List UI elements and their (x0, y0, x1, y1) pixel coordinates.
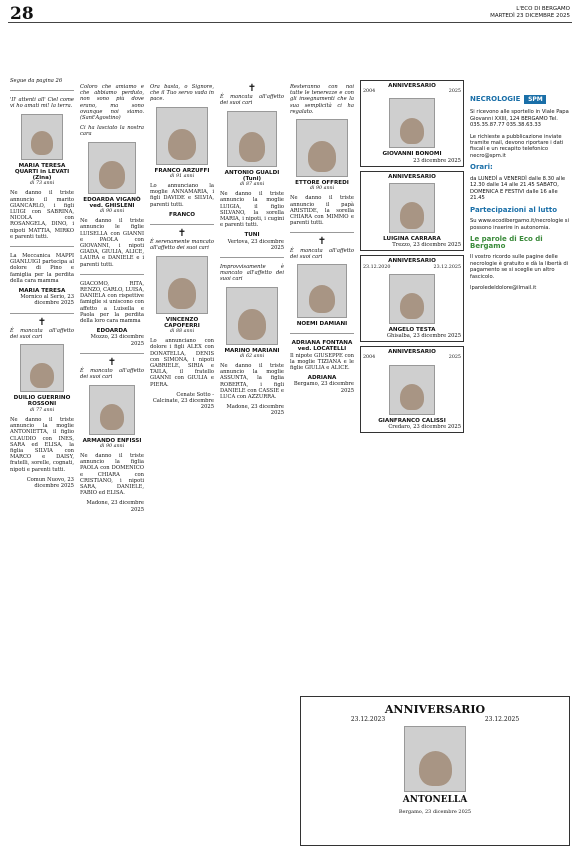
condolence-name: MARIA TERESA (18, 288, 66, 295)
deceased-name: GIANFRANCO CALISSI (378, 417, 446, 424)
deceased-name: GIOVANNI BONOMI (382, 151, 442, 158)
sidebar (470, 92, 574, 297)
place-date: Bergamo, 23 dicembre 2025 (398, 809, 472, 815)
deceased-name: ANGELO TESTA (388, 326, 436, 333)
portrait-photo (389, 365, 435, 415)
obituary-quote: 'Il' attenti all' Ciel come vi ho amati mi! la terra. (10, 97, 74, 110)
announcement: È mancata all'affetto dei suoi cari (10, 327, 74, 341)
portrait-photo (156, 256, 208, 314)
portrait-photo (389, 183, 435, 233)
deceased-name: EDOARDA VIGANÒ ved. GHISLENI (83, 196, 141, 209)
column-1 (10, 78, 74, 493)
place-date: Madone, 23 dicembre 2025 (226, 404, 284, 417)
page-header (8, 6, 572, 23)
portrait-photo (389, 98, 435, 148)
date-from: 2004 (363, 89, 376, 95)
place-date: Ghisalba, 23 dicembre 2025 (386, 333, 461, 340)
place-date: Credaro, 23 dicembre 2025 (388, 423, 461, 430)
continuation-note: Segue da pagina 26 (10, 78, 63, 84)
announcement: È serenamente mancato all'affetto dei suoi cari (150, 239, 214, 252)
place-date: Mozzo, 23 dicembre 2025 (90, 334, 144, 347)
column-5 (290, 84, 354, 398)
announcement: Improvvisamente è mancato all'affetto dei suoi cari (220, 264, 284, 283)
condolence-name: FRANCO (169, 211, 195, 218)
place-date: Cenate Sotto - Calcinate, 23 dicembre 2025 (152, 391, 214, 411)
newspaper-name: L'ECO DI BERGAMO (516, 6, 570, 12)
date-from: 23.12.2023 (350, 716, 386, 723)
deceased-age: di 90 anni (309, 186, 335, 192)
portrait-photo (404, 726, 466, 792)
anniversary-box (360, 255, 464, 342)
obituary-text: Lo annunciano con dolore i figli ALEX con DONATELLA, DENIS con SIMONA, i nipoti GABRIELE, SIRIA e TAILA, il fratello GIANNI con GIULIA e PIERA. (150, 338, 214, 388)
sidebar-text: Su www.ecodibergamo.it/necrologie si possono inserire in autonomia. (470, 218, 569, 231)
masthead (490, 6, 570, 19)
cross-icon: ✝ (37, 316, 47, 328)
column-2 (80, 84, 144, 517)
column-3 (150, 84, 214, 414)
condolence-name: TUNI (244, 232, 260, 239)
portrait-photo (297, 264, 347, 318)
portrait-photo (227, 111, 277, 167)
deceased-name: ANTONELLA (402, 795, 468, 805)
spm-logo: SPM (524, 95, 546, 104)
sidebar-heading: Partecipazioni al lutto (470, 205, 558, 214)
deceased-name: FRANCO ARZUFFI (154, 167, 210, 174)
deceased-name: VINCENZO CAPOFERRI (164, 316, 200, 329)
place-date: Madone, 23 dicembre 2025 (86, 500, 144, 513)
deceased-age: di 77 anni (29, 407, 55, 413)
place-date: Bergamo, 23 dicembre 2025 (293, 381, 354, 394)
deceased-age: di 73 anni (29, 181, 55, 187)
place-date: 23 dicembre 2025 (413, 157, 461, 164)
sidebar-heading: Le parole di Eco di Bergamo (470, 235, 543, 250)
condolence-name: EDOARDA (96, 328, 128, 335)
deceased-age: di 62 anni (239, 353, 265, 359)
date-to: 2025 (448, 355, 461, 361)
sidebar-text: Il vostro ricordo sulle pagine delle necrologie è gratuito e dà la libertà di pagamento se si sceglie un altro fascicolo. (470, 254, 569, 280)
anniversary-box (360, 171, 464, 252)
obituary-text: Ne danno il triste annuncio la moglie LUIGIA, il figlio SILVANO, la sorella MARIA, i nipoti, i cugini e parenti tutti. (220, 191, 284, 229)
portrait-photo (156, 107, 208, 165)
issue-date: MARTEDÌ 23 DICEMBRE 2025 (490, 12, 570, 19)
announcement: È mancata all'affetto dei suoi cari (220, 94, 284, 107)
date-to: 2025 (448, 89, 461, 95)
obituary-text: Lo annunciano la moglie ANNAMARIA, i figli DAVIDE e SILVIA, parenti tutti. (150, 183, 214, 208)
anniversary-title: ANNIVERSARIO (388, 349, 436, 356)
condolence-text: GIACOMO, RITA, RENZO, CARLO, LUISA, DANIELA con rispettive famiglie si uniscono con affetto a Luisella e Paola per la perdita della loro cara mamma (80, 280, 144, 325)
portrait-photo (88, 142, 136, 194)
sidebar-title: NECROLOGIE SPM (470, 95, 574, 104)
anniversary-title: ANNIVERSARIO (388, 83, 436, 89)
deceased-name: ETTORE OFFREDI (295, 180, 349, 187)
portrait-photo (296, 119, 348, 177)
announcement: È mancata all'affetto dei suoi cari (290, 247, 354, 260)
obituary-quote: Ora basta, o Signore, che il Tuo servo vada in pace. (150, 84, 214, 103)
date-to: 23.12.2025 (484, 716, 520, 723)
condolence-name: ADRIANA (307, 375, 337, 382)
sidebar-text: Si ricevono alle sportello in Viale Papa Giovanni XXIII, 124 BERGAMO Tel. 035.35.87.77 035.38.63.33 (470, 109, 569, 128)
date-to: 23.12.2025 (433, 264, 461, 270)
cross-icon: ✝ (247, 83, 257, 94)
sidebar-text: da LUNEDÌ a VENERDÌ dalle 8.30 alle 12.30 dalle 14 alle 21.45 SABATO, DOMENICA E FESTIVI dalle 16 alle 21.45 (470, 176, 566, 202)
place-date: Comun Nuovo, 23 dicembre 2025 (26, 476, 74, 489)
sidebar-text: Le richieste a pubblicazione inviate tramite mail, devono riportare i dati fiscali e un recapito telefonico necro@spm.it (470, 133, 564, 159)
deceased-name: ARMANDO ENFISSI (82, 437, 142, 444)
column-4 (220, 84, 284, 421)
anniversary-title: ANNIVERSARIO (384, 703, 486, 716)
cross-icon: ✝ (177, 228, 187, 240)
obituary-text: Ne danno il triste annuncio la moglie ANTONIETTA, il figlio CLAUDIO con INES, SARA ed ELISA, la figlia SILVIA con MARCO e DAISY, fratelli, sorelle, cognati, nipoti e parenti tutti. (10, 416, 74, 473)
deceased-name: MARINO MARIANI (224, 347, 280, 354)
anniversary-box (360, 80, 464, 167)
cross-icon: ✝ (107, 356, 117, 368)
sidebar-heading: Orari: (470, 163, 493, 172)
page-number: 28 (10, 4, 34, 24)
deceased-name: NOEMI DAMIANI (296, 321, 348, 328)
date-from: 23.12.2020 (363, 264, 391, 270)
big-anniversary-box (300, 696, 570, 846)
deceased-name: ADRIANA FONTANA ved. LOCATELLI (291, 340, 353, 353)
anniversary-title: ANNIVERSARIO (388, 258, 436, 265)
obituary-text: Ne danno il triste annuncio la moglie ASSUNTA, la figlia ROBERTA, i figli DANIELE con CASSIE e LUCA con AZZURRA. (220, 363, 284, 401)
announcement: È mancato all'affetto dei suoi cari (80, 368, 144, 381)
column-6 (360, 80, 464, 437)
portrait-photo (89, 385, 135, 435)
obituary-text: Ne danno il triste annuncio la figlia PAOLA con DOMENICO e CHIARA con CRISTIANO, i nipoti SARA, DANIELE, FABIO ed ELISA. (80, 452, 144, 497)
obituary-quote: Coloro che amiamo e che abbiamo perduto, non sono più dove erano, ma sono ovunque noi siamo. (Sant'Agostino) (80, 84, 144, 122)
deceased-age: di 87 anni (239, 182, 265, 188)
anniversary-title: ANNIVERSARIO (388, 173, 436, 180)
deceased-name: LUIGINA CARRARA (383, 236, 441, 243)
condolence-text: La Meccanica MAPPI GIANLUIGI partecipa al dolore di Pino e famiglia per la perdita della cara mamma (10, 253, 74, 284)
sidebar-email[interactable]: lparoledeldolore@ilmail.it (470, 285, 537, 292)
portrait-photo (389, 274, 435, 324)
place-date: Trezzo, 23 dicembre 2025 (392, 242, 461, 249)
portrait-photo (20, 344, 64, 392)
place-date: Vertova, 23 dicembre 2025 (227, 238, 284, 251)
portrait-photo (21, 114, 63, 160)
obituary-quote: Resteranno con noi tutte le tenerezze e con gli insegnamenti che la sua semplicità ci ha regalato. (290, 84, 354, 115)
date-from: 2004 (363, 355, 376, 361)
portrait-photo (226, 287, 278, 345)
obituary-text: Ne danno il triste annuncio le figlie LUISELLA con GIANNI e PAOLA con GIOVANNI, i nipoti GIADA, GIULIA, ALICE, LAURA e DANIELE e i parenti tutti. (80, 218, 144, 268)
deceased-age: di 88 anni (169, 329, 195, 335)
deceased-name: MARIA TERESA QUARTI in LEVATI (Zina) (14, 162, 70, 182)
obituary-text: Ne danno il triste annuncio il papà ARISTIDE, la sorella CHIARA con MIMMO e parenti tutti. (290, 195, 354, 227)
deceased-age: di 91 anni (169, 173, 195, 179)
announcement: Ci ha lasciato la nostra cara (80, 125, 144, 138)
deceased-name: ANTONIO GUALDI (Tuni) (224, 169, 280, 182)
obituary-text: Ne danno il triste annuncio il marito GIANCARLO, i figli LUIGI con SABRINA, NICOLA con ROSANGELA, DINO, i nipoti MATTIA, MIRKO e parenti tutti. (10, 190, 74, 240)
place-date: Mornico al Serio, 23 dicembre 2025 (20, 294, 74, 307)
cross-icon: ✝ (317, 236, 327, 248)
obituary-text: Il nipote GIUSEPPE con la moglie TIZIANA e le figlie GIULIA e ALICE. (290, 352, 354, 372)
deceased-age: di 90 anni (99, 443, 125, 449)
deceased-age: di 90 anni (99, 209, 125, 215)
anniversary-box (360, 346, 464, 433)
deceased-name: DUILIO GUERRINO ROSSONI (13, 395, 71, 408)
